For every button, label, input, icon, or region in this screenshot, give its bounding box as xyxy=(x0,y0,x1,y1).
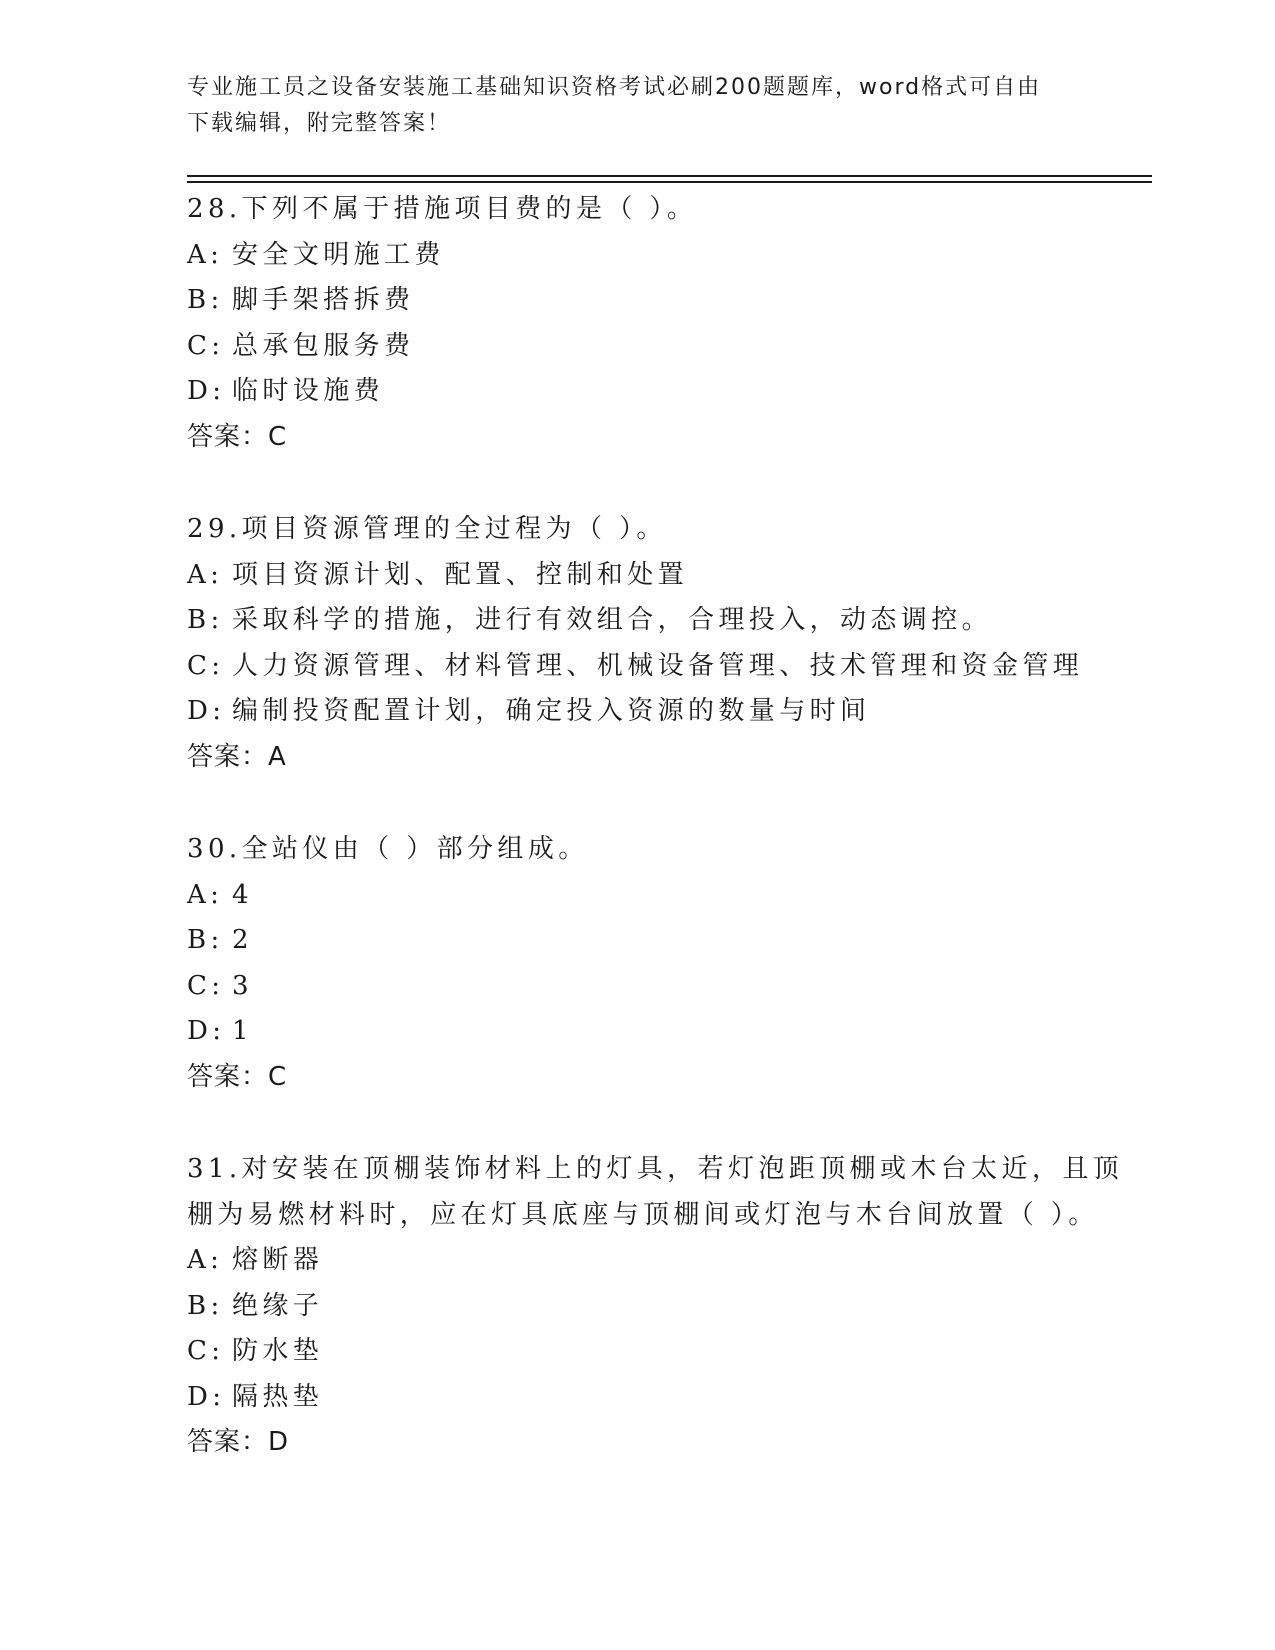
option-key: D: xyxy=(187,1381,226,1412)
option-a xyxy=(187,233,1152,279)
option-a xyxy=(187,1238,1152,1284)
option-key: A: xyxy=(187,879,224,910)
question-stem-line-2: 棚为易燃材料时，应在灯具底座与顶棚间或灯泡与木台间放置（ ）。 xyxy=(187,1199,1099,1230)
option-key: B: xyxy=(187,605,224,635)
option-c xyxy=(187,324,1152,370)
option-text: 1 xyxy=(232,1016,253,1046)
option-text: 2 xyxy=(232,925,253,955)
answer-line: 答案：C xyxy=(187,1061,288,1092)
document-header xyxy=(187,70,1067,142)
option-text: 3 xyxy=(232,970,253,1001)
option-text: 临时设施费 xyxy=(232,376,385,406)
option-key: B: xyxy=(187,1290,224,1321)
option-a xyxy=(187,553,1152,599)
option-key: A: xyxy=(187,1245,224,1275)
option-b xyxy=(187,918,1152,964)
option-c xyxy=(187,644,1152,690)
option-b xyxy=(187,1284,1152,1330)
option-key: A: xyxy=(187,559,224,590)
option-text: 采取科学的措施，进行有效组合，合理投入，动态调控。 xyxy=(232,605,993,635)
option-key: C: xyxy=(187,650,225,681)
option-d xyxy=(187,1009,1152,1055)
question-stem: 28.下列不属于措施项目费的是（ ）。 xyxy=(187,194,698,224)
option-text: 熔断器 xyxy=(232,1245,324,1275)
header-line-1: 专业施工员之设备安装施工基础知识资格考试必刷200题题库，word格式可自由 xyxy=(187,75,1042,100)
question-31 xyxy=(187,1147,1152,1466)
option-text: 编制投资配置计划，确定投入资源的数量与时间 xyxy=(232,696,871,726)
option-a xyxy=(187,873,1152,919)
question-stem-line-1: 31.对安装在顶棚装饰材料上的灯具，若灯泡距顶棚或木台太近，且顶 xyxy=(187,1154,1124,1184)
question-29 xyxy=(187,507,1152,780)
answer-line: 答案：D xyxy=(187,1427,290,1457)
option-text: 4 xyxy=(232,879,253,910)
option-key: C: xyxy=(187,970,225,1001)
option-key: A: xyxy=(187,239,224,270)
option-text: 防水垫 xyxy=(232,1336,324,1366)
option-text: 绝缘子 xyxy=(232,1290,324,1321)
option-c xyxy=(187,964,1152,1010)
option-key: D: xyxy=(187,696,226,726)
option-text: 安全文明施工费 xyxy=(232,239,445,270)
question-stem: 29.项目资源管理的全过程为（ ）。 xyxy=(187,514,667,544)
option-d xyxy=(187,689,1152,735)
question-list xyxy=(187,187,1152,1513)
option-key: B: xyxy=(187,925,224,955)
answer-line: 答案：A xyxy=(187,741,287,772)
option-text: 总承包服务费 xyxy=(232,330,415,361)
option-key: C: xyxy=(187,330,225,361)
question-stem: 30.全站仪由（ ）部分组成。 xyxy=(187,834,589,864)
question-28 xyxy=(187,187,1152,460)
option-text: 人力资源管理、材料管理、机械设备管理、技术管理和资金管理 xyxy=(232,650,1084,681)
option-b xyxy=(187,598,1152,644)
question-30 xyxy=(187,827,1152,1100)
option-d xyxy=(187,1375,1152,1421)
option-key: B: xyxy=(187,285,224,315)
header-line-2: 下载编辑，附完整答案！ xyxy=(187,111,452,136)
option-b xyxy=(187,278,1152,324)
header-divider-top xyxy=(187,175,1152,177)
option-c xyxy=(187,1329,1152,1375)
option-text: 项目资源计划、配置、控制和处置 xyxy=(232,559,689,590)
option-text: 隔热垫 xyxy=(232,1381,324,1412)
option-d xyxy=(187,369,1152,415)
header-divider-bottom xyxy=(187,181,1152,183)
option-key: C: xyxy=(187,1336,225,1366)
option-key: D: xyxy=(187,1016,226,1046)
option-text: 脚手架搭拆费 xyxy=(232,285,415,315)
option-key: D: xyxy=(187,376,226,406)
answer-line: 答案：C xyxy=(187,421,288,452)
